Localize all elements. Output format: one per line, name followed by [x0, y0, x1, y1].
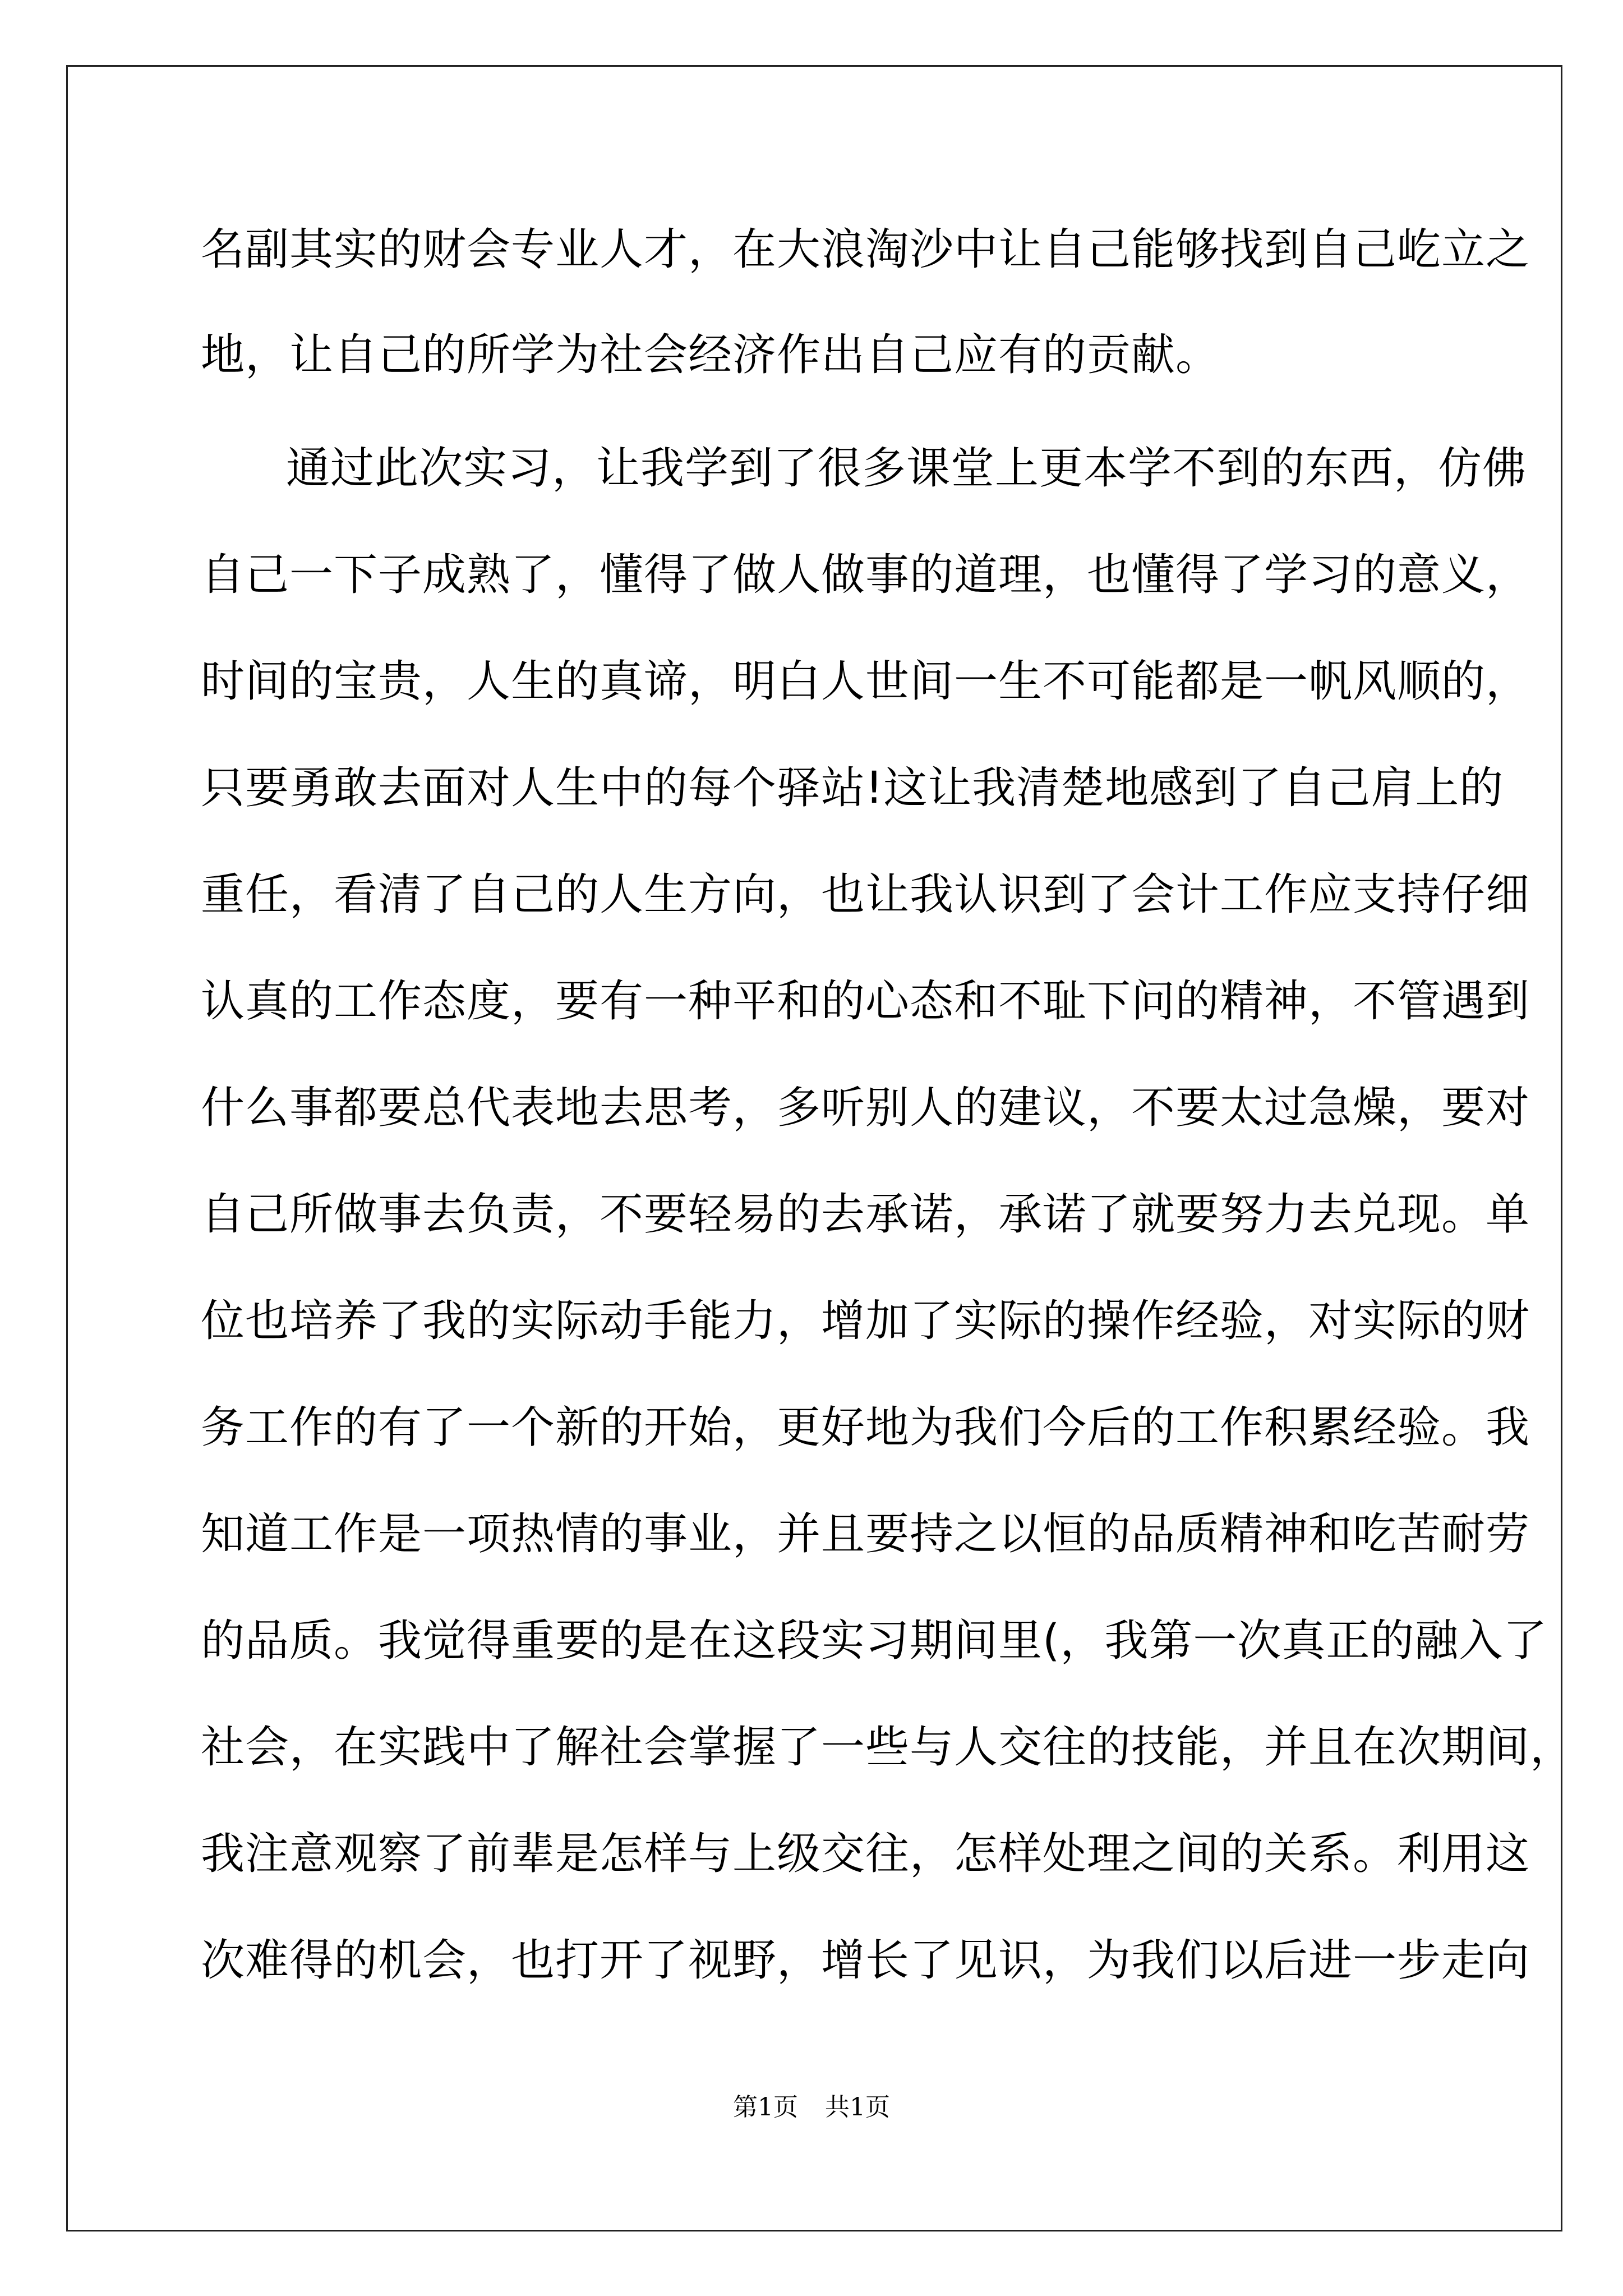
page-border: [66, 65, 1562, 2231]
body-text-line: 次难得的机会，也打开了视野，增长了见识，为我们以后进一步走向: [201, 1935, 1530, 1986]
body-text-line: 重任，看清了自己的人生方向，也让我认识到了会计工作应支持仔细: [201, 869, 1530, 920]
body-text-line: 什么事都要总代表地去思考，多听别人的建议，不要太过急燥，要对: [201, 1083, 1530, 1133]
body-text-line: 时间的宝贵，人生的真谛，明白人世间一生不可能都是一帆风顺的，: [201, 656, 1530, 707]
body-text-line: 名副其实的财会专业人才，在大浪淘沙中让自己能够找到自己屹立之: [201, 224, 1530, 275]
page-number: 第1页: [733, 2093, 798, 2122]
body-text-line: 只要勇敢去面对人生中的每个驿站!这让我清楚地感到了自己肩上的: [201, 763, 1504, 813]
paragraph-first-line: 通过此次实习，让我学到了很多课堂上更本学不到的东西，仿佛: [286, 443, 1527, 494]
body-text-line: 地，让自己的所学为社会经济作出自己应有的贡献。: [201, 330, 1220, 380]
body-text-line: 自己所做事去负责，不要轻易的去承诺，承诺了就要努力去兑现。单: [201, 1189, 1530, 1240]
body-text-line: 我注意观察了前辈是怎样与上级交往，怎样处理之间的关系。利用这: [201, 1829, 1530, 1879]
body-text-line: 自己一下子成熟了，懂得了做人做事的道理，也懂得了学习的意义，: [201, 550, 1530, 600]
body-text-line: 位也培养了我的实际动手能力，增加了实际的操作经验，对实际的财: [201, 1296, 1530, 1346]
body-text-line: 知道工作是一项热情的事业，并且要持之以恒的品质精神和吃苦耐劳: [201, 1509, 1530, 1559]
body-text-line: 务工作的有了一个新的开始，更好地为我们今后的工作积累经验。我: [201, 1402, 1530, 1453]
page-footer: [0, 2087, 1623, 2123]
body-text-line: 认真的工作态度，要有一种平和的心态和不耻下问的精神，不管遇到: [201, 976, 1530, 1027]
body-text-line: 社会，在实践中了解社会掌握了一些与人交往的技能，并且在次期间，: [201, 1722, 1575, 1773]
page-total: 共1页: [825, 2093, 890, 2122]
body-text-line: 的品质。我觉得重要的是在这段实习期间里(，我第一次真正的融入了: [201, 1616, 1548, 1666]
